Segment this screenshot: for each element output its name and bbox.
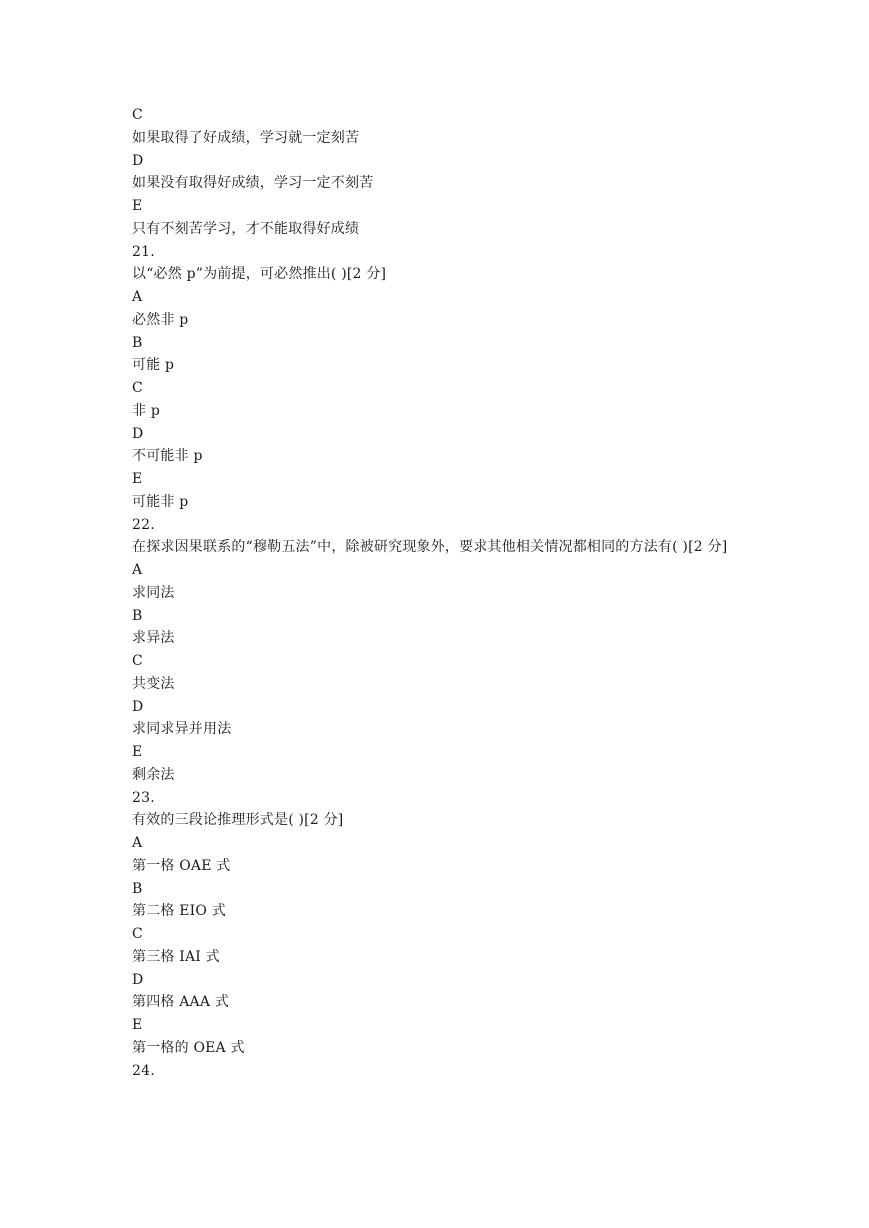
option-text: 如果没有取得好成绩，学习一定不刻苦 [132,175,374,192]
option-text: 不可能非 p [132,448,203,465]
option-letter: C [132,380,143,396]
option-text: 第三格 IAI 式 [132,948,220,965]
question-text: 以“必然 p”为前提，可必然推出( )[2 分] [132,266,387,283]
option-text: 只有不刻苦学习，才不能取得好成绩 [132,220,360,237]
question-number: 23. [132,789,155,806]
option-text: 求同求异并用法 [132,721,232,738]
option-text: 可能非 p [132,493,189,510]
option-text: 共变法 [132,675,175,692]
option-text: 可能 p [132,357,175,374]
option-letter: A [132,562,143,578]
option-text: 第一格 OAE 式 [132,857,231,874]
option-text: 求异法 [132,630,175,647]
option-letter: C [132,926,143,942]
option-letter: E [132,744,143,760]
option-text: 非 p [132,402,161,419]
option-letter: D [132,152,144,169]
option-letter: E [132,1017,143,1033]
question-number: 24. [132,1062,155,1079]
option-letter: E [132,198,143,214]
option-text: 剩余法 [132,766,175,783]
option-text: 第四格 AAA 式 [132,994,230,1011]
option-letter: E [132,471,143,487]
document-page [132,104,752,1082]
option-letter: B [132,334,143,351]
option-letter: B [132,880,143,897]
question-number: 21. [132,243,155,260]
option-letter: D [132,698,144,715]
option-letter: D [132,971,144,988]
option-letter: C [132,653,143,669]
question-text: 有效的三段论推理形式是( )[2 分] [132,812,344,829]
option-text: 第二格 EIO 式 [132,903,226,920]
option-letter: B [132,607,143,624]
option-letter: D [132,425,144,442]
option-text: 第一格的 OEA 式 [132,1039,245,1056]
question-text: 在探求因果联系的“穆勒五法”中，除被研究现象外，要求其他相关情况都相同的方法有( )[2 分] [132,539,728,556]
option-letter: C [132,107,143,123]
question-number: 22. [132,516,155,533]
option-text: 求同法 [132,584,175,601]
option-text: 必然非 p [132,311,189,328]
option-letter: A [132,835,143,851]
option-letter: A [132,289,143,305]
option-text: 如果取得了好成绩，学习就一定刻苦 [132,129,360,146]
